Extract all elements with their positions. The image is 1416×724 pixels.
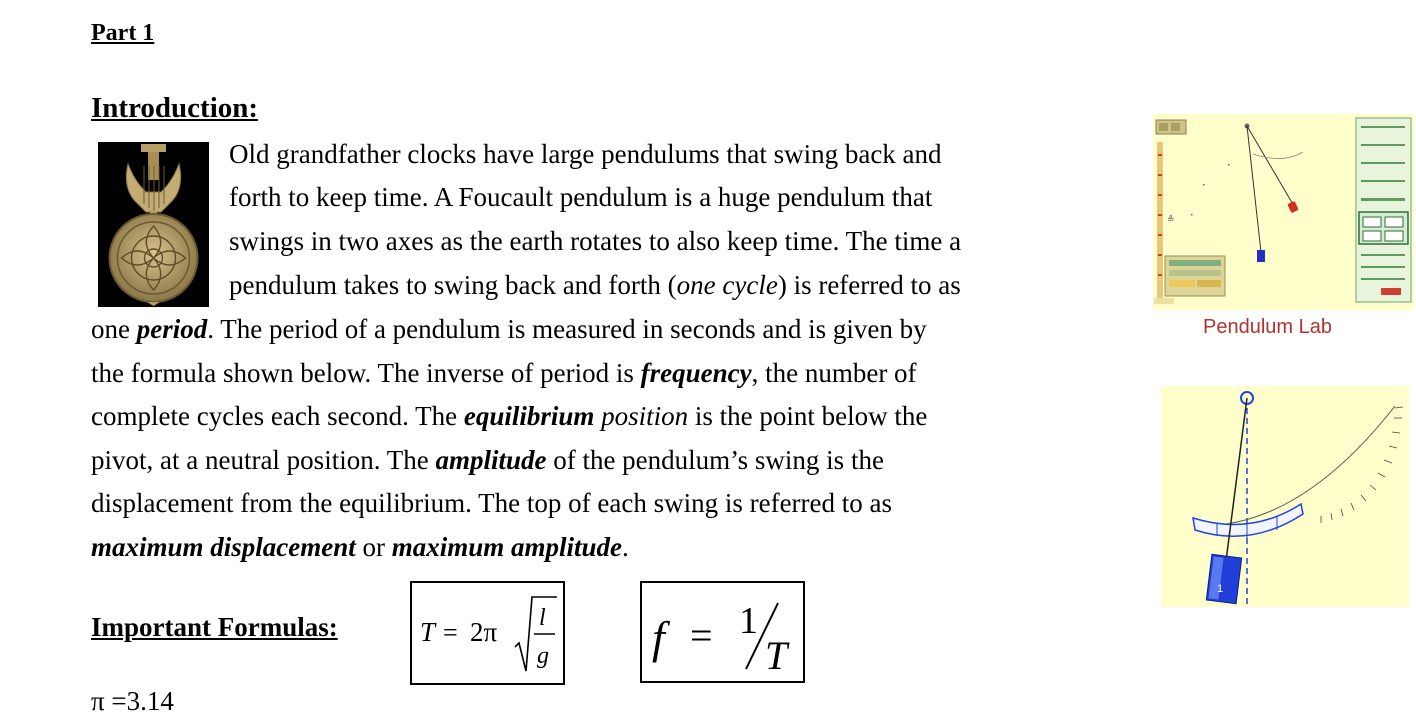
intro-line-10: maximum displacement or maximum amplitude. [91,532,629,562]
term-equilibrium: equilibrium [463,401,595,431]
svg-text:1: 1 [1217,583,1224,595]
frequency-lhs: f [652,612,665,663]
intro-line-1: Old grandfather clocks have large pendulums that swing back and [229,139,942,169]
term-period: period [136,314,208,344]
term-amplitude: amplitude [435,445,547,475]
intro-line-9: displacement from the equilibrium. The top of each swing is referred to as [91,488,893,518]
term-frequency: frequency [640,358,752,388]
period-coef: 2π [470,617,498,647]
frequency-denominator: T [765,633,788,678]
frequency-formula-box [640,581,805,683]
intro-line-8: pivot, at a neutral position. The amplitude of the pendulum’s swing is the [91,445,884,475]
pendulum-lab-screenshot [1153,114,1414,310]
period-denominator: g [537,643,549,669]
clock-pendulum-image [98,142,209,307]
term-maximum-displacement: maximum displacement [91,532,356,562]
svg-text:≙: ≙ [1167,215,1175,225]
pendulum-lab-caption: Pendulum Lab [1203,316,1332,338]
period-numerator: l [539,605,546,631]
intro-line-4: pendulum takes to swing back and forth (one cycle) is referred to as [229,270,961,300]
frequency-numerator: 1 [739,600,758,642]
term-one-cycle: one cycle [676,270,778,300]
intro-line-5: one period. The period of a pendulum is measured in seconds and is given by [91,314,927,344]
intro-line-6: the formula shown below. The inverse of period is frequency, the number of [91,358,917,388]
period-eq: = [443,618,458,647]
frequency-eq: = [690,613,713,658]
term-maximum-amplitude: maximum amplitude [391,532,623,562]
intro-line-2: forth to keep time. A Foucault pendulum is a huge pendulum that [229,182,933,212]
intro-line-3: swings in two axes as the earth rotates to also keep time. The time a [229,226,962,256]
period-formula-box [410,581,565,685]
important-formulas-heading: Important Formulas: [91,612,338,642]
pi-value: π =3.14 [91,686,174,716]
part-label: Part 1 [91,20,155,46]
pendulum-angle-simulation [1161,386,1409,607]
introduction-heading: Introduction: [91,92,259,124]
intro-line-7: complete cycles each second. The equilibrium position is the point below the [91,401,928,431]
period-lhs: T [420,617,436,647]
